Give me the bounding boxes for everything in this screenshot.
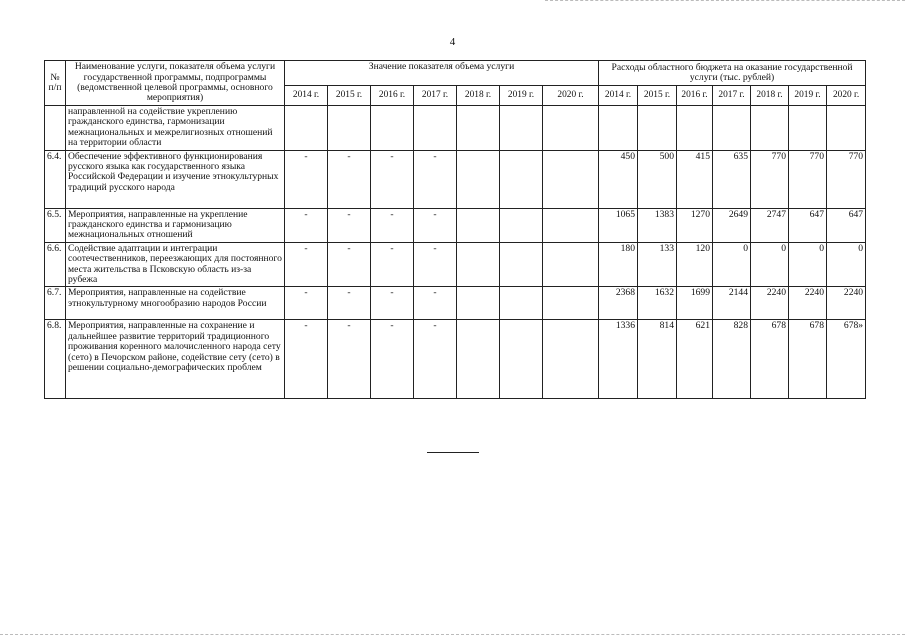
budget-cell: 2240 [789, 287, 827, 320]
volume-cell: - [285, 242, 328, 287]
volume-cell: - [285, 320, 328, 399]
volume-cell [543, 320, 599, 399]
row-index: 6.8. [45, 320, 66, 399]
table-row [45, 208, 866, 242]
budget-cell: 770 [789, 150, 827, 208]
volume-cell: - [285, 150, 328, 208]
row-name: Мероприятия, направленные на содействие этнокультурному многообразию народов России [66, 287, 285, 320]
volume-cell [457, 150, 500, 208]
budget-cell: 2649 [713, 208, 751, 242]
budget-cell: 770 [827, 150, 866, 208]
volume-cell: - [285, 208, 328, 242]
volume-cell: - [414, 150, 457, 208]
volume-cell: - [414, 208, 457, 242]
volume-cell [543, 150, 599, 208]
volume-cell [457, 242, 500, 287]
volume-cell: - [371, 320, 414, 399]
volume-cell [543, 208, 599, 242]
header-volume-year: 2019 г. [500, 86, 543, 106]
header-volume-year: 2017 г. [414, 86, 457, 106]
header-budget-year: 2020 г. [827, 86, 866, 106]
budget-cell: 0 [713, 242, 751, 287]
row-name: Мероприятия, направленные на укрепление гражданского единства и гармонизацию межнациональных отношений [66, 208, 285, 242]
header-volume-year: 2020 г. [543, 86, 599, 106]
budget-cell: 1270 [677, 208, 713, 242]
budget-cell: 500 [638, 150, 677, 208]
budget-cell: 133 [638, 242, 677, 287]
budget-cell: 1699 [677, 287, 713, 320]
budget-cell: 678 [751, 320, 789, 399]
budget-cell: 180 [599, 242, 638, 287]
budget-cell: 0 [827, 242, 866, 287]
row-index: 6.4. [45, 150, 66, 208]
budget-cell: 415 [677, 150, 713, 208]
budget-cell: 1065 [599, 208, 638, 242]
row-index: 6.6. [45, 242, 66, 287]
row-name: Мероприятия, направленные на сохранение и дальнейшее развитие территорий традиционного проживания коренного малочисленного народа сету (сето) в Печорском районе, содействие сету (сето) в решении социально-демографических проблем [66, 320, 285, 399]
budget-cell: 828 [713, 320, 751, 399]
budget-cell: 814 [638, 320, 677, 399]
row-name: Содействие адаптации и интеграции соотечественников, переезжающих для постоянного места жительства в Псковскую область из-за рубежа [66, 242, 285, 287]
header-volume-year: 2018 г. [457, 86, 500, 106]
volume-cell [457, 320, 500, 399]
volume-cell: - [371, 150, 414, 208]
volume-cell: - [328, 150, 371, 208]
budget-cell: 2368 [599, 287, 638, 320]
volume-cell [500, 150, 543, 208]
volume-cell: - [371, 287, 414, 320]
volume-cell: - [414, 242, 457, 287]
volume-cell [500, 287, 543, 320]
scan-edge-bottom [0, 634, 905, 635]
header-budget-group: Расходы областного бюджета на оказание государственной услуги (тыс. рублей) [599, 61, 866, 86]
volume-cell [543, 287, 599, 320]
budget-table [44, 60, 866, 399]
header-budget-year: 2015 г. [638, 86, 677, 106]
volume-cell: - [371, 242, 414, 287]
header-index: № п/п [45, 61, 66, 106]
volume-cell: - [328, 208, 371, 242]
table-row [45, 242, 866, 287]
row-index [45, 106, 66, 151]
budget-cell: 1336 [599, 320, 638, 399]
row-name: направленной на содействие укреплению гражданского единства, гармонизации межнациональных и межрелигиозных отношений на территории области [66, 106, 285, 151]
volume-cell [500, 242, 543, 287]
budget-cell: 678» [827, 320, 866, 399]
volume-cell [457, 287, 500, 320]
budget-cell: 0 [751, 242, 789, 287]
volume-cell [500, 320, 543, 399]
header-volume-year: 2015 г. [328, 86, 371, 106]
table-row [45, 287, 866, 320]
row-index: 6.5. [45, 208, 66, 242]
header-budget-year: 2017 г. [713, 86, 751, 106]
volume-cell: - [285, 287, 328, 320]
volume-cell [543, 242, 599, 287]
row-name: Обеспечение эффективного функционирования русского языка как государственного языка Российской Федерации и изучение этнокультурных традиций русского народа [66, 150, 285, 208]
volume-cell: - [414, 287, 457, 320]
scan-edge-top [545, 0, 905, 1]
header-volume-year: 2014 г. [285, 86, 328, 106]
budget-cell: 120 [677, 242, 713, 287]
volume-cell [457, 208, 500, 242]
budget-cell: 770 [751, 150, 789, 208]
budget-cell: 678 [789, 320, 827, 399]
budget-cell: 2144 [713, 287, 751, 320]
budget-cell: 621 [677, 320, 713, 399]
budget-cell: 2240 [751, 287, 789, 320]
budget-cell: 1383 [638, 208, 677, 242]
header-budget-year: 2016 г. [677, 86, 713, 106]
volume-cell: - [328, 242, 371, 287]
budget-cell: 450 [599, 150, 638, 208]
row-index: 6.7. [45, 287, 66, 320]
page-number: 4 [449, 36, 456, 48]
header-name: Наименование услуги, показателя объема услуги государственной программы, подпрограммы (ведомственной целевой программы, основного мероприятия) [66, 61, 285, 106]
budget-cell: 647 [827, 208, 866, 242]
table-row-continuation [45, 106, 866, 151]
volume-cell: - [371, 208, 414, 242]
section-separator-line [427, 452, 479, 453]
table-row [45, 150, 866, 208]
budget-cell: 635 [713, 150, 751, 208]
volume-cell: - [328, 320, 371, 399]
header-budget-year: 2014 г. [599, 86, 638, 106]
budget-cell: 0 [789, 242, 827, 287]
table-row [45, 320, 866, 399]
header-budget-year: 2018 г. [751, 86, 789, 106]
budget-cell: 647 [789, 208, 827, 242]
header-budget-year: 2019 г. [789, 86, 827, 106]
volume-cell: - [328, 287, 371, 320]
budget-cell: 2747 [751, 208, 789, 242]
header-volume-group: Значение показателя объема услуги [285, 61, 599, 86]
volume-cell: - [414, 320, 457, 399]
header-volume-year: 2016 г. [371, 86, 414, 106]
budget-cell: 1632 [638, 287, 677, 320]
volume-cell [500, 208, 543, 242]
budget-cell: 2240 [827, 287, 866, 320]
